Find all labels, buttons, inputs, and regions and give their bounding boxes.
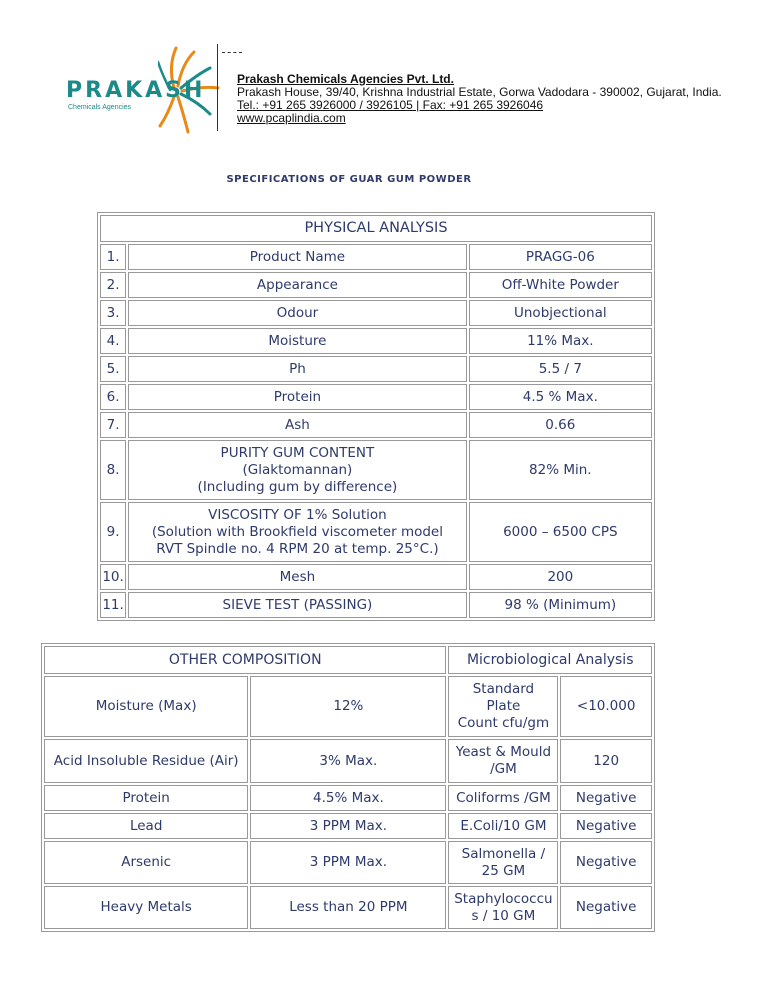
- company-website[interactable]: www.pcaplindia.com: [237, 111, 346, 125]
- micro-test-line: Count cfu/gm: [457, 715, 550, 731]
- parameter-cell: Ph: [128, 356, 466, 382]
- row-number: 11.: [100, 592, 126, 618]
- row-number: 8.: [100, 440, 126, 500]
- physical-analysis-table: [97, 212, 655, 621]
- value-cell: 98 % (Minimum): [469, 592, 652, 618]
- table-row: [100, 328, 652, 354]
- table-row: [100, 592, 652, 618]
- parameter-line: (Including gum by difference): [197, 478, 398, 495]
- row-number: 6.: [100, 384, 126, 410]
- table-row: [44, 841, 652, 884]
- value-cell: 6000 – 6500 CPS: [469, 502, 652, 562]
- parameter-line: (Glaktomannan): [242, 461, 353, 478]
- row-number: 1.: [100, 244, 126, 270]
- header-dashes: [222, 52, 242, 53]
- micro-test-cell: [448, 886, 558, 929]
- parameter-cell: Moisture: [128, 328, 466, 354]
- composition-value-cell: Less than 20 PPM: [250, 886, 446, 929]
- table-row: [44, 676, 652, 737]
- table-row: [44, 886, 652, 929]
- composition-name-cell: Heavy Metals: [44, 886, 248, 929]
- company-address: Prakash House, 39/40, Krishna Industrial Estate, Gorwa Vadodara - 390002, Gujarat, India.: [237, 85, 722, 99]
- micro-result-cell: Negative: [560, 813, 652, 839]
- table-row: [100, 440, 652, 500]
- composition-table: [41, 643, 655, 932]
- parameter-cell: [128, 440, 466, 500]
- row-number: 3.: [100, 300, 126, 326]
- table-row: [100, 356, 652, 382]
- company-contact: Tel.: +91 265 3926000 / 3926105 | Fax: +91 265 3926046: [237, 98, 544, 112]
- value-cell: 82% Min.: [469, 440, 652, 500]
- table-row: [100, 300, 652, 326]
- value-cell: 5.5 / 7: [469, 356, 652, 382]
- company-name: Prakash Chemicals Agencies Pvt. Ltd.: [237, 72, 454, 86]
- table-header-row: [44, 646, 652, 674]
- table-header-row: [100, 215, 652, 242]
- micro-test-line: Yeast & Mould: [455, 744, 552, 760]
- micro-test-line: Standard: [472, 681, 535, 697]
- value-cell: Unobjectional: [469, 300, 652, 326]
- row-number: 9.: [100, 502, 126, 562]
- composition-name-cell: Lead: [44, 813, 248, 839]
- logo-wordmark: PRAKASH: [66, 78, 206, 103]
- parameter-line: VISCOSITY OF 1% Solution: [208, 506, 387, 523]
- parameter-cell: SIEVE TEST (PASSING): [128, 592, 466, 618]
- table-row: [100, 564, 652, 590]
- header-divider: [217, 44, 218, 131]
- document-title: SPECIFICATIONS OF GUAR GUM POWDER: [226, 174, 472, 185]
- micro-test-line: Salmonella /: [461, 845, 546, 862]
- micro-test-cell: [448, 676, 558, 737]
- value-cell: 11% Max.: [469, 328, 652, 354]
- composition-name-cell: Acid Insoluble Residue (Air): [44, 739, 248, 783]
- composition-value-cell: 3 PPM Max.: [250, 841, 446, 884]
- parameter-cell: Product Name: [128, 244, 466, 270]
- other-composition-heading: OTHER COMPOSITION: [44, 646, 446, 674]
- micro-test-cell: [448, 841, 558, 884]
- composition-name-cell: Protein: [44, 785, 248, 811]
- row-number: 7.: [100, 412, 126, 438]
- value-cell: Off-White Powder: [469, 272, 652, 298]
- value-cell: 200: [469, 564, 652, 590]
- logo-subtitle: Chemicals Agencies: [68, 104, 132, 111]
- parameter-cell: Appearance: [128, 272, 466, 298]
- micro-test-line: s / 10 GM: [471, 907, 536, 924]
- company-logo: [64, 44, 224, 140]
- composition-value-cell: 3% Max.: [250, 739, 446, 783]
- table-row: [100, 384, 652, 410]
- micro-result-cell: Negative: [560, 785, 652, 811]
- microbiological-heading: Microbiological Analysis: [448, 646, 652, 674]
- row-number: 5.: [100, 356, 126, 382]
- micro-result-cell: 120: [560, 739, 652, 783]
- composition-value-cell: 12%: [250, 676, 446, 737]
- micro-result-cell: Negative: [560, 841, 652, 884]
- parameter-cell: [128, 502, 466, 562]
- table-row: [44, 785, 652, 811]
- composition-name-cell: Moisture (Max): [44, 676, 248, 737]
- micro-test-line: Staphylococcu: [454, 890, 553, 907]
- value-cell: 0.66: [469, 412, 652, 438]
- composition-value-cell: 4.5% Max.: [250, 785, 446, 811]
- parameter-line: RVT Spindle no. 4 RPM 20 at temp. 25°C.): [156, 540, 439, 557]
- micro-test-cell: Coliforms /GM: [448, 785, 558, 811]
- parameter-cell: Protein: [128, 384, 466, 410]
- company-info: [237, 73, 722, 125]
- physical-analysis-heading: PHYSICAL ANALYSIS: [100, 215, 652, 242]
- table-row: [100, 272, 652, 298]
- micro-result-cell: <10.000: [560, 676, 652, 737]
- table-row: [44, 813, 652, 839]
- table-row: [44, 739, 652, 783]
- parameter-cell: Odour: [128, 300, 466, 326]
- micro-result-cell: Negative: [560, 886, 652, 929]
- row-number: 2.: [100, 272, 126, 298]
- parameter-line: PURITY GUM CONTENT: [220, 444, 375, 461]
- composition-name-cell: Arsenic: [44, 841, 248, 884]
- table-row: [100, 244, 652, 270]
- micro-test-line: /GM: [490, 761, 517, 777]
- row-number: 4.: [100, 328, 126, 354]
- table-row: [100, 412, 652, 438]
- composition-value-cell: 3 PPM Max.: [250, 813, 446, 839]
- micro-test-cell: [448, 739, 558, 783]
- row-number: 10.: [100, 564, 126, 590]
- value-cell: PRAGG-06: [469, 244, 652, 270]
- parameter-cell: Mesh: [128, 564, 466, 590]
- table-row: [100, 502, 652, 562]
- micro-test-line: Plate: [486, 698, 521, 714]
- parameter-cell: Ash: [128, 412, 466, 438]
- micro-test-cell: E.Coli/10 GM: [448, 813, 558, 839]
- parameter-line: (Solution with Brookfield viscometer model: [151, 523, 443, 540]
- value-cell: 4.5 % Max.: [469, 384, 652, 410]
- micro-test-line: 25 GM: [481, 862, 526, 879]
